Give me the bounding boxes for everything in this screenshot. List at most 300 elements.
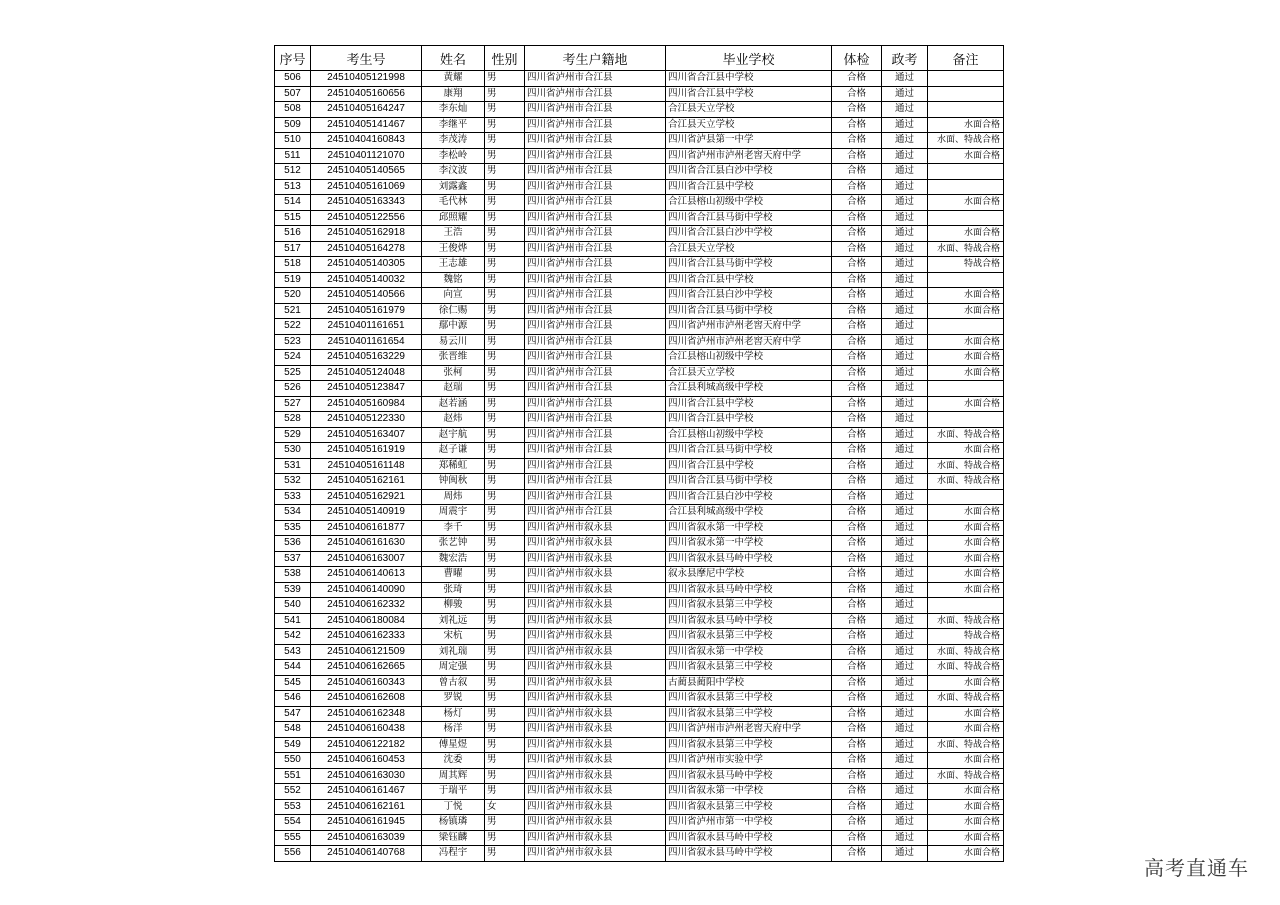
- cell-political-review: 通过: [882, 102, 928, 118]
- cell-name: 康翔: [422, 86, 485, 102]
- cell-name: 罗锐: [422, 691, 485, 707]
- cell-exam-id: 24510406162608: [311, 691, 422, 707]
- cell-remarks: 水面合格: [928, 334, 1004, 350]
- table-row: [275, 179, 1004, 195]
- cell-school: 合江县榕山初级中学校: [666, 350, 832, 366]
- cell-political-review: 通过: [882, 117, 928, 133]
- cell-school: 四川省叙永县第三中学校: [666, 706, 832, 722]
- cell-exam-id: 24510405140566: [311, 288, 422, 304]
- table-body: [275, 71, 1004, 862]
- cell-gender: 男: [485, 520, 525, 536]
- cell-seq: 523: [275, 334, 311, 350]
- admission-list-table: [274, 45, 1004, 862]
- cell-name: 王志雄: [422, 257, 485, 273]
- cell-domicile: 四川省泸州市合江县: [525, 257, 666, 273]
- cell-seq: 538: [275, 567, 311, 583]
- table-row: [275, 846, 1004, 862]
- cell-political-review: 通过: [882, 520, 928, 536]
- cell-seq: 519: [275, 272, 311, 288]
- cell-remarks: [928, 412, 1004, 428]
- cell-gender: 男: [485, 102, 525, 118]
- cell-school: 四川省叙永县第三中学校: [666, 737, 832, 753]
- cell-school: 四川省叙永第一中学校: [666, 784, 832, 800]
- cell-exam-id: 24510406162333: [311, 629, 422, 645]
- cell-domicile: 四川省泸州市合江县: [525, 288, 666, 304]
- cell-school: 四川省泸州市泸州老窖天府中学: [666, 319, 832, 335]
- header-domicile: 考生户籍地: [525, 46, 666, 71]
- cell-physical-exam: 合格: [832, 505, 882, 521]
- cell-seq: 534: [275, 505, 311, 521]
- cell-political-review: 通过: [882, 691, 928, 707]
- cell-school: 四川省叙永县马岭中学校: [666, 551, 832, 567]
- cell-seq: 541: [275, 613, 311, 629]
- cell-gender: 男: [485, 381, 525, 397]
- cell-seq: 548: [275, 722, 311, 738]
- cell-seq: 537: [275, 551, 311, 567]
- cell-domicile: 四川省泸州市叙永县: [525, 830, 666, 846]
- cell-name: 赵若涵: [422, 396, 485, 412]
- cell-political-review: 通过: [882, 365, 928, 381]
- cell-domicile: 四川省泸州市合江县: [525, 164, 666, 180]
- cell-remarks: 水面合格: [928, 365, 1004, 381]
- table-row: [275, 195, 1004, 211]
- cell-seq: 527: [275, 396, 311, 412]
- table-row: [275, 71, 1004, 87]
- cell-remarks: 水面、特战合格: [928, 474, 1004, 490]
- cell-name: 梁钰麟: [422, 830, 485, 846]
- cell-school: 四川省合江县中学校: [666, 412, 832, 428]
- cell-school: 合江县天立学校: [666, 102, 832, 118]
- cell-gender: 男: [485, 241, 525, 257]
- cell-seq: 542: [275, 629, 311, 645]
- cell-seq: 533: [275, 489, 311, 505]
- cell-school: 四川省合江县中学校: [666, 272, 832, 288]
- cell-remarks: [928, 381, 1004, 397]
- cell-domicile: 四川省泸州市合江县: [525, 195, 666, 211]
- cell-exam-id: 24510406163039: [311, 830, 422, 846]
- cell-school: 叙永县摩尼中学校: [666, 567, 832, 583]
- cell-remarks: 水面合格: [928, 706, 1004, 722]
- cell-remarks: [928, 71, 1004, 87]
- cell-domicile: 四川省泸州市合江县: [525, 319, 666, 335]
- cell-political-review: 通过: [882, 241, 928, 257]
- cell-gender: 男: [485, 443, 525, 459]
- cell-name: 赵炜: [422, 412, 485, 428]
- table-row: [275, 272, 1004, 288]
- cell-physical-exam: 合格: [832, 846, 882, 862]
- cell-seq: 547: [275, 706, 311, 722]
- cell-exam-id: 24510405164278: [311, 241, 422, 257]
- cell-school: 四川省叙永县马岭中学校: [666, 613, 832, 629]
- cell-domicile: 四川省泸州市叙永县: [525, 644, 666, 660]
- table-row: [275, 210, 1004, 226]
- table-row: [275, 443, 1004, 459]
- table-row: [275, 365, 1004, 381]
- cell-gender: 男: [485, 86, 525, 102]
- cell-domicile: 四川省泸州市叙永县: [525, 613, 666, 629]
- cell-exam-id: 24510405122556: [311, 210, 422, 226]
- cell-school: 四川省合江县白沙中学校: [666, 226, 832, 242]
- cell-school: 四川省叙永第一中学校: [666, 644, 832, 660]
- cell-seq: 525: [275, 365, 311, 381]
- cell-gender: 男: [485, 629, 525, 645]
- cell-exam-id: 24510405161919: [311, 443, 422, 459]
- cell-name: 徐仁赐: [422, 303, 485, 319]
- cell-school: 合江县天立学校: [666, 365, 832, 381]
- cell-name: 李千: [422, 520, 485, 536]
- cell-seq: 530: [275, 443, 311, 459]
- cell-remarks: 水面合格: [928, 505, 1004, 521]
- cell-seq: 518: [275, 257, 311, 273]
- cell-seq: 524: [275, 350, 311, 366]
- table-row: [275, 319, 1004, 335]
- cell-remarks: [928, 272, 1004, 288]
- cell-remarks: 水面合格: [928, 567, 1004, 583]
- cell-gender: 男: [485, 288, 525, 304]
- cell-domicile: 四川省泸州市叙永县: [525, 536, 666, 552]
- cell-domicile: 四川省泸州市合江县: [525, 443, 666, 459]
- cell-remarks: 水面合格: [928, 443, 1004, 459]
- cell-political-review: 通过: [882, 644, 928, 660]
- cell-political-review: 通过: [882, 505, 928, 521]
- table-row: [275, 644, 1004, 660]
- cell-physical-exam: 合格: [832, 272, 882, 288]
- cell-school: 四川省合江县中学校: [666, 71, 832, 87]
- cell-remarks: 水面合格: [928, 148, 1004, 164]
- cell-remarks: 水面、特战合格: [928, 241, 1004, 257]
- cell-school: 四川省合江县中学校: [666, 396, 832, 412]
- cell-exam-id: 24510406160438: [311, 722, 422, 738]
- cell-gender: 男: [485, 210, 525, 226]
- cell-physical-exam: 合格: [832, 427, 882, 443]
- table-row: [275, 241, 1004, 257]
- cell-political-review: 通过: [882, 784, 928, 800]
- cell-remarks: 水面、特战合格: [928, 644, 1004, 660]
- cell-political-review: 通过: [882, 799, 928, 815]
- cell-seq: 512: [275, 164, 311, 180]
- cell-political-review: 通过: [882, 133, 928, 149]
- cell-political-review: 通过: [882, 319, 928, 335]
- cell-seq: 522: [275, 319, 311, 335]
- cell-domicile: 四川省泸州市叙永县: [525, 846, 666, 862]
- cell-political-review: 通过: [882, 598, 928, 614]
- table-header-row: [275, 46, 1004, 71]
- table-row: [275, 458, 1004, 474]
- cell-exam-id: 24510405163407: [311, 427, 422, 443]
- cell-domicile: 四川省泸州市叙永县: [525, 567, 666, 583]
- cell-physical-exam: 合格: [832, 830, 882, 846]
- cell-physical-exam: 合格: [832, 148, 882, 164]
- cell-gender: 男: [485, 737, 525, 753]
- cell-physical-exam: 合格: [832, 164, 882, 180]
- cell-physical-exam: 合格: [832, 226, 882, 242]
- cell-name: 赵瑞: [422, 381, 485, 397]
- cell-domicile: 四川省泸州市合江县: [525, 303, 666, 319]
- table-row: [275, 567, 1004, 583]
- cell-exam-id: 24510406121509: [311, 644, 422, 660]
- table-row: [275, 86, 1004, 102]
- cell-remarks: 水面合格: [928, 846, 1004, 862]
- table-row: [275, 381, 1004, 397]
- cell-school: 四川省叙永县马岭中学校: [666, 768, 832, 784]
- table-row: [275, 551, 1004, 567]
- cell-political-review: 通过: [882, 427, 928, 443]
- cell-exam-id: 24510405161069: [311, 179, 422, 195]
- cell-gender: 男: [485, 784, 525, 800]
- table-row: [275, 412, 1004, 428]
- cell-remarks: 水面合格: [928, 520, 1004, 536]
- cell-exam-id: 24510406160343: [311, 675, 422, 691]
- table-row: [275, 582, 1004, 598]
- cell-gender: 男: [485, 582, 525, 598]
- cell-school: 四川省叙永县马岭中学校: [666, 830, 832, 846]
- cell-gender: 男: [485, 133, 525, 149]
- cell-exam-id: 24510405141467: [311, 117, 422, 133]
- cell-political-review: 通过: [882, 613, 928, 629]
- cell-domicile: 四川省泸州市叙永县: [525, 722, 666, 738]
- cell-political-review: 通过: [882, 350, 928, 366]
- cell-name: 于瑞平: [422, 784, 485, 800]
- cell-seq: 543: [275, 644, 311, 660]
- cell-physical-exam: 合格: [832, 133, 882, 149]
- cell-political-review: 通过: [882, 396, 928, 412]
- cell-seq: 509: [275, 117, 311, 133]
- cell-political-review: 通过: [882, 753, 928, 769]
- cell-political-review: 通过: [882, 226, 928, 242]
- cell-remarks: 水面、特战合格: [928, 660, 1004, 676]
- cell-remarks: 水面合格: [928, 722, 1004, 738]
- cell-school: 四川省叙永第一中学校: [666, 520, 832, 536]
- cell-domicile: 四川省泸州市合江县: [525, 102, 666, 118]
- cell-gender: 男: [485, 660, 525, 676]
- cell-political-review: 通过: [882, 381, 928, 397]
- cell-remarks: 水面合格: [928, 799, 1004, 815]
- cell-physical-exam: 合格: [832, 443, 882, 459]
- cell-physical-exam: 合格: [832, 303, 882, 319]
- cell-political-review: 通过: [882, 272, 928, 288]
- cell-name: 冯程宇: [422, 846, 485, 862]
- table-row: [275, 660, 1004, 676]
- cell-exam-id: 24510405160984: [311, 396, 422, 412]
- cell-name: 王俊烨: [422, 241, 485, 257]
- cell-gender: 男: [485, 396, 525, 412]
- cell-physical-exam: 合格: [832, 768, 882, 784]
- cell-political-review: 通过: [882, 412, 928, 428]
- cell-domicile: 四川省泸州市合江县: [525, 241, 666, 257]
- cell-domicile: 四川省泸州市叙永县: [525, 691, 666, 707]
- cell-seq: 536: [275, 536, 311, 552]
- cell-remarks: [928, 489, 1004, 505]
- cell-school: 四川省叙永县第三中学校: [666, 598, 832, 614]
- cell-exam-id: 24510405161148: [311, 458, 422, 474]
- cell-political-review: 通过: [882, 737, 928, 753]
- cell-remarks: 水面合格: [928, 675, 1004, 691]
- cell-domicile: 四川省泸州市叙永县: [525, 706, 666, 722]
- table-row: [275, 350, 1004, 366]
- cell-school: 合江县天立学校: [666, 241, 832, 257]
- table-row: [275, 474, 1004, 490]
- cell-physical-exam: 合格: [832, 350, 882, 366]
- cell-school: 四川省合江县马街中学校: [666, 257, 832, 273]
- cell-seq: 507: [275, 86, 311, 102]
- table-row: [275, 226, 1004, 242]
- cell-gender: 男: [485, 675, 525, 691]
- cell-physical-exam: 合格: [832, 210, 882, 226]
- cell-domicile: 四川省泸州市叙永县: [525, 768, 666, 784]
- cell-domicile: 四川省泸州市合江县: [525, 71, 666, 87]
- cell-gender: 男: [485, 164, 525, 180]
- cell-gender: 男: [485, 536, 525, 552]
- cell-gender: 男: [485, 226, 525, 242]
- cell-physical-exam: 合格: [832, 551, 882, 567]
- cell-domicile: 四川省泸州市合江县: [525, 474, 666, 490]
- cell-seq: 545: [275, 675, 311, 691]
- header-physical-exam: 体检: [832, 46, 882, 71]
- cell-domicile: 四川省泸州市合江县: [525, 427, 666, 443]
- table-row: [275, 536, 1004, 552]
- cell-exam-id: 24510406140090: [311, 582, 422, 598]
- cell-name: 鄢中源: [422, 319, 485, 335]
- cell-remarks: 水面合格: [928, 536, 1004, 552]
- cell-seq: 515: [275, 210, 311, 226]
- table-row: [275, 288, 1004, 304]
- table-row: [275, 691, 1004, 707]
- cell-exam-id: 24510405163229: [311, 350, 422, 366]
- cell-seq: 551: [275, 768, 311, 784]
- cell-exam-id: 24510405121998: [311, 71, 422, 87]
- cell-name: 傅星煜: [422, 737, 485, 753]
- cell-exam-id: 24510401121070: [311, 148, 422, 164]
- cell-domicile: 四川省泸州市合江县: [525, 179, 666, 195]
- cell-domicile: 四川省泸州市合江县: [525, 272, 666, 288]
- cell-political-review: 通过: [882, 629, 928, 645]
- cell-physical-exam: 合格: [832, 412, 882, 428]
- cell-remarks: 水面合格: [928, 195, 1004, 211]
- cell-school: 四川省泸州市泸州老窖天府中学: [666, 334, 832, 350]
- cell-exam-id: 24510406162348: [311, 706, 422, 722]
- cell-name: 向宣: [422, 288, 485, 304]
- table-row: [275, 753, 1004, 769]
- cell-name: 赵宇航: [422, 427, 485, 443]
- cell-political-review: 通过: [882, 675, 928, 691]
- cell-school: 四川省合江县马街中学校: [666, 474, 832, 490]
- cell-name: 杨洋: [422, 722, 485, 738]
- cell-political-review: 通过: [882, 474, 928, 490]
- cell-name: 李继平: [422, 117, 485, 133]
- cell-domicile: 四川省泸州市合江县: [525, 226, 666, 242]
- cell-seq: 514: [275, 195, 311, 211]
- cell-physical-exam: 合格: [832, 567, 882, 583]
- cell-domicile: 四川省泸州市合江县: [525, 396, 666, 412]
- cell-exam-id: 24510405163343: [311, 195, 422, 211]
- table-row: [275, 148, 1004, 164]
- cell-domicile: 四川省泸州市合江县: [525, 210, 666, 226]
- cell-gender: 男: [485, 815, 525, 831]
- cell-remarks: [928, 319, 1004, 335]
- cell-gender: 男: [485, 117, 525, 133]
- cell-name: 魏宏浩: [422, 551, 485, 567]
- cell-physical-exam: 合格: [832, 195, 882, 211]
- cell-seq: 546: [275, 691, 311, 707]
- cell-gender: 男: [485, 567, 525, 583]
- cell-remarks: 水面合格: [928, 582, 1004, 598]
- cell-gender: 男: [485, 551, 525, 567]
- cell-seq: 508: [275, 102, 311, 118]
- cell-physical-exam: 合格: [832, 799, 882, 815]
- table-row: [275, 117, 1004, 133]
- cell-exam-id: 24510406160453: [311, 753, 422, 769]
- cell-remarks: 水面、特战合格: [928, 458, 1004, 474]
- cell-physical-exam: 合格: [832, 784, 882, 800]
- cell-name: 刘礼瑞: [422, 644, 485, 660]
- cell-exam-id: 24510406161945: [311, 815, 422, 831]
- cell-school: 四川省合江县白沙中学校: [666, 164, 832, 180]
- cell-name: 毛代林: [422, 195, 485, 211]
- cell-seq: 506: [275, 71, 311, 87]
- cell-remarks: 水面、特战合格: [928, 691, 1004, 707]
- cell-exam-id: 24510405161979: [311, 303, 422, 319]
- cell-name: 郑稀虹: [422, 458, 485, 474]
- cell-gender: 男: [485, 148, 525, 164]
- cell-remarks: 水面合格: [928, 303, 1004, 319]
- cell-physical-exam: 合格: [832, 613, 882, 629]
- cell-gender: 男: [485, 427, 525, 443]
- cell-exam-id: 24510406161467: [311, 784, 422, 800]
- cell-exam-id: 24510401161651: [311, 319, 422, 335]
- cell-exam-id: 24510405124048: [311, 365, 422, 381]
- cell-political-review: 通过: [882, 582, 928, 598]
- cell-school: 合江县天立学校: [666, 117, 832, 133]
- cell-name: 李汶波: [422, 164, 485, 180]
- table-row: [275, 303, 1004, 319]
- table-row: [275, 675, 1004, 691]
- cell-remarks: 水面合格: [928, 830, 1004, 846]
- cell-domicile: 四川省泸州市叙永县: [525, 753, 666, 769]
- table-row: [275, 784, 1004, 800]
- cell-exam-id: 24510405162161: [311, 474, 422, 490]
- table-row: [275, 598, 1004, 614]
- cell-physical-exam: 合格: [832, 753, 882, 769]
- cell-school: 四川省合江县马街中学校: [666, 443, 832, 459]
- cell-exam-id: 24510405164247: [311, 102, 422, 118]
- cell-gender: 男: [485, 830, 525, 846]
- cell-remarks: 水面合格: [928, 396, 1004, 412]
- cell-seq: 531: [275, 458, 311, 474]
- cell-domicile: 四川省泸州市合江县: [525, 412, 666, 428]
- cell-remarks: [928, 102, 1004, 118]
- cell-political-review: 通过: [882, 722, 928, 738]
- cell-domicile: 四川省泸州市叙永县: [525, 799, 666, 815]
- cell-domicile: 四川省泸州市叙永县: [525, 551, 666, 567]
- cell-name: 刘礼远: [422, 613, 485, 629]
- cell-political-review: 通过: [882, 551, 928, 567]
- cell-physical-exam: 合格: [832, 706, 882, 722]
- cell-remarks: 水面合格: [928, 815, 1004, 831]
- cell-domicile: 四川省泸州市叙永县: [525, 784, 666, 800]
- cell-name: 曾古叙: [422, 675, 485, 691]
- cell-remarks: [928, 179, 1004, 195]
- cell-political-review: 通过: [882, 334, 928, 350]
- cell-name: 杨灯: [422, 706, 485, 722]
- cell-name: 王浩: [422, 226, 485, 242]
- cell-physical-exam: 合格: [832, 722, 882, 738]
- cell-gender: 男: [485, 644, 525, 660]
- cell-physical-exam: 合格: [832, 381, 882, 397]
- cell-physical-exam: 合格: [832, 334, 882, 350]
- cell-remarks: 水面合格: [928, 117, 1004, 133]
- cell-exam-id: 24510406162665: [311, 660, 422, 676]
- cell-political-review: 通过: [882, 830, 928, 846]
